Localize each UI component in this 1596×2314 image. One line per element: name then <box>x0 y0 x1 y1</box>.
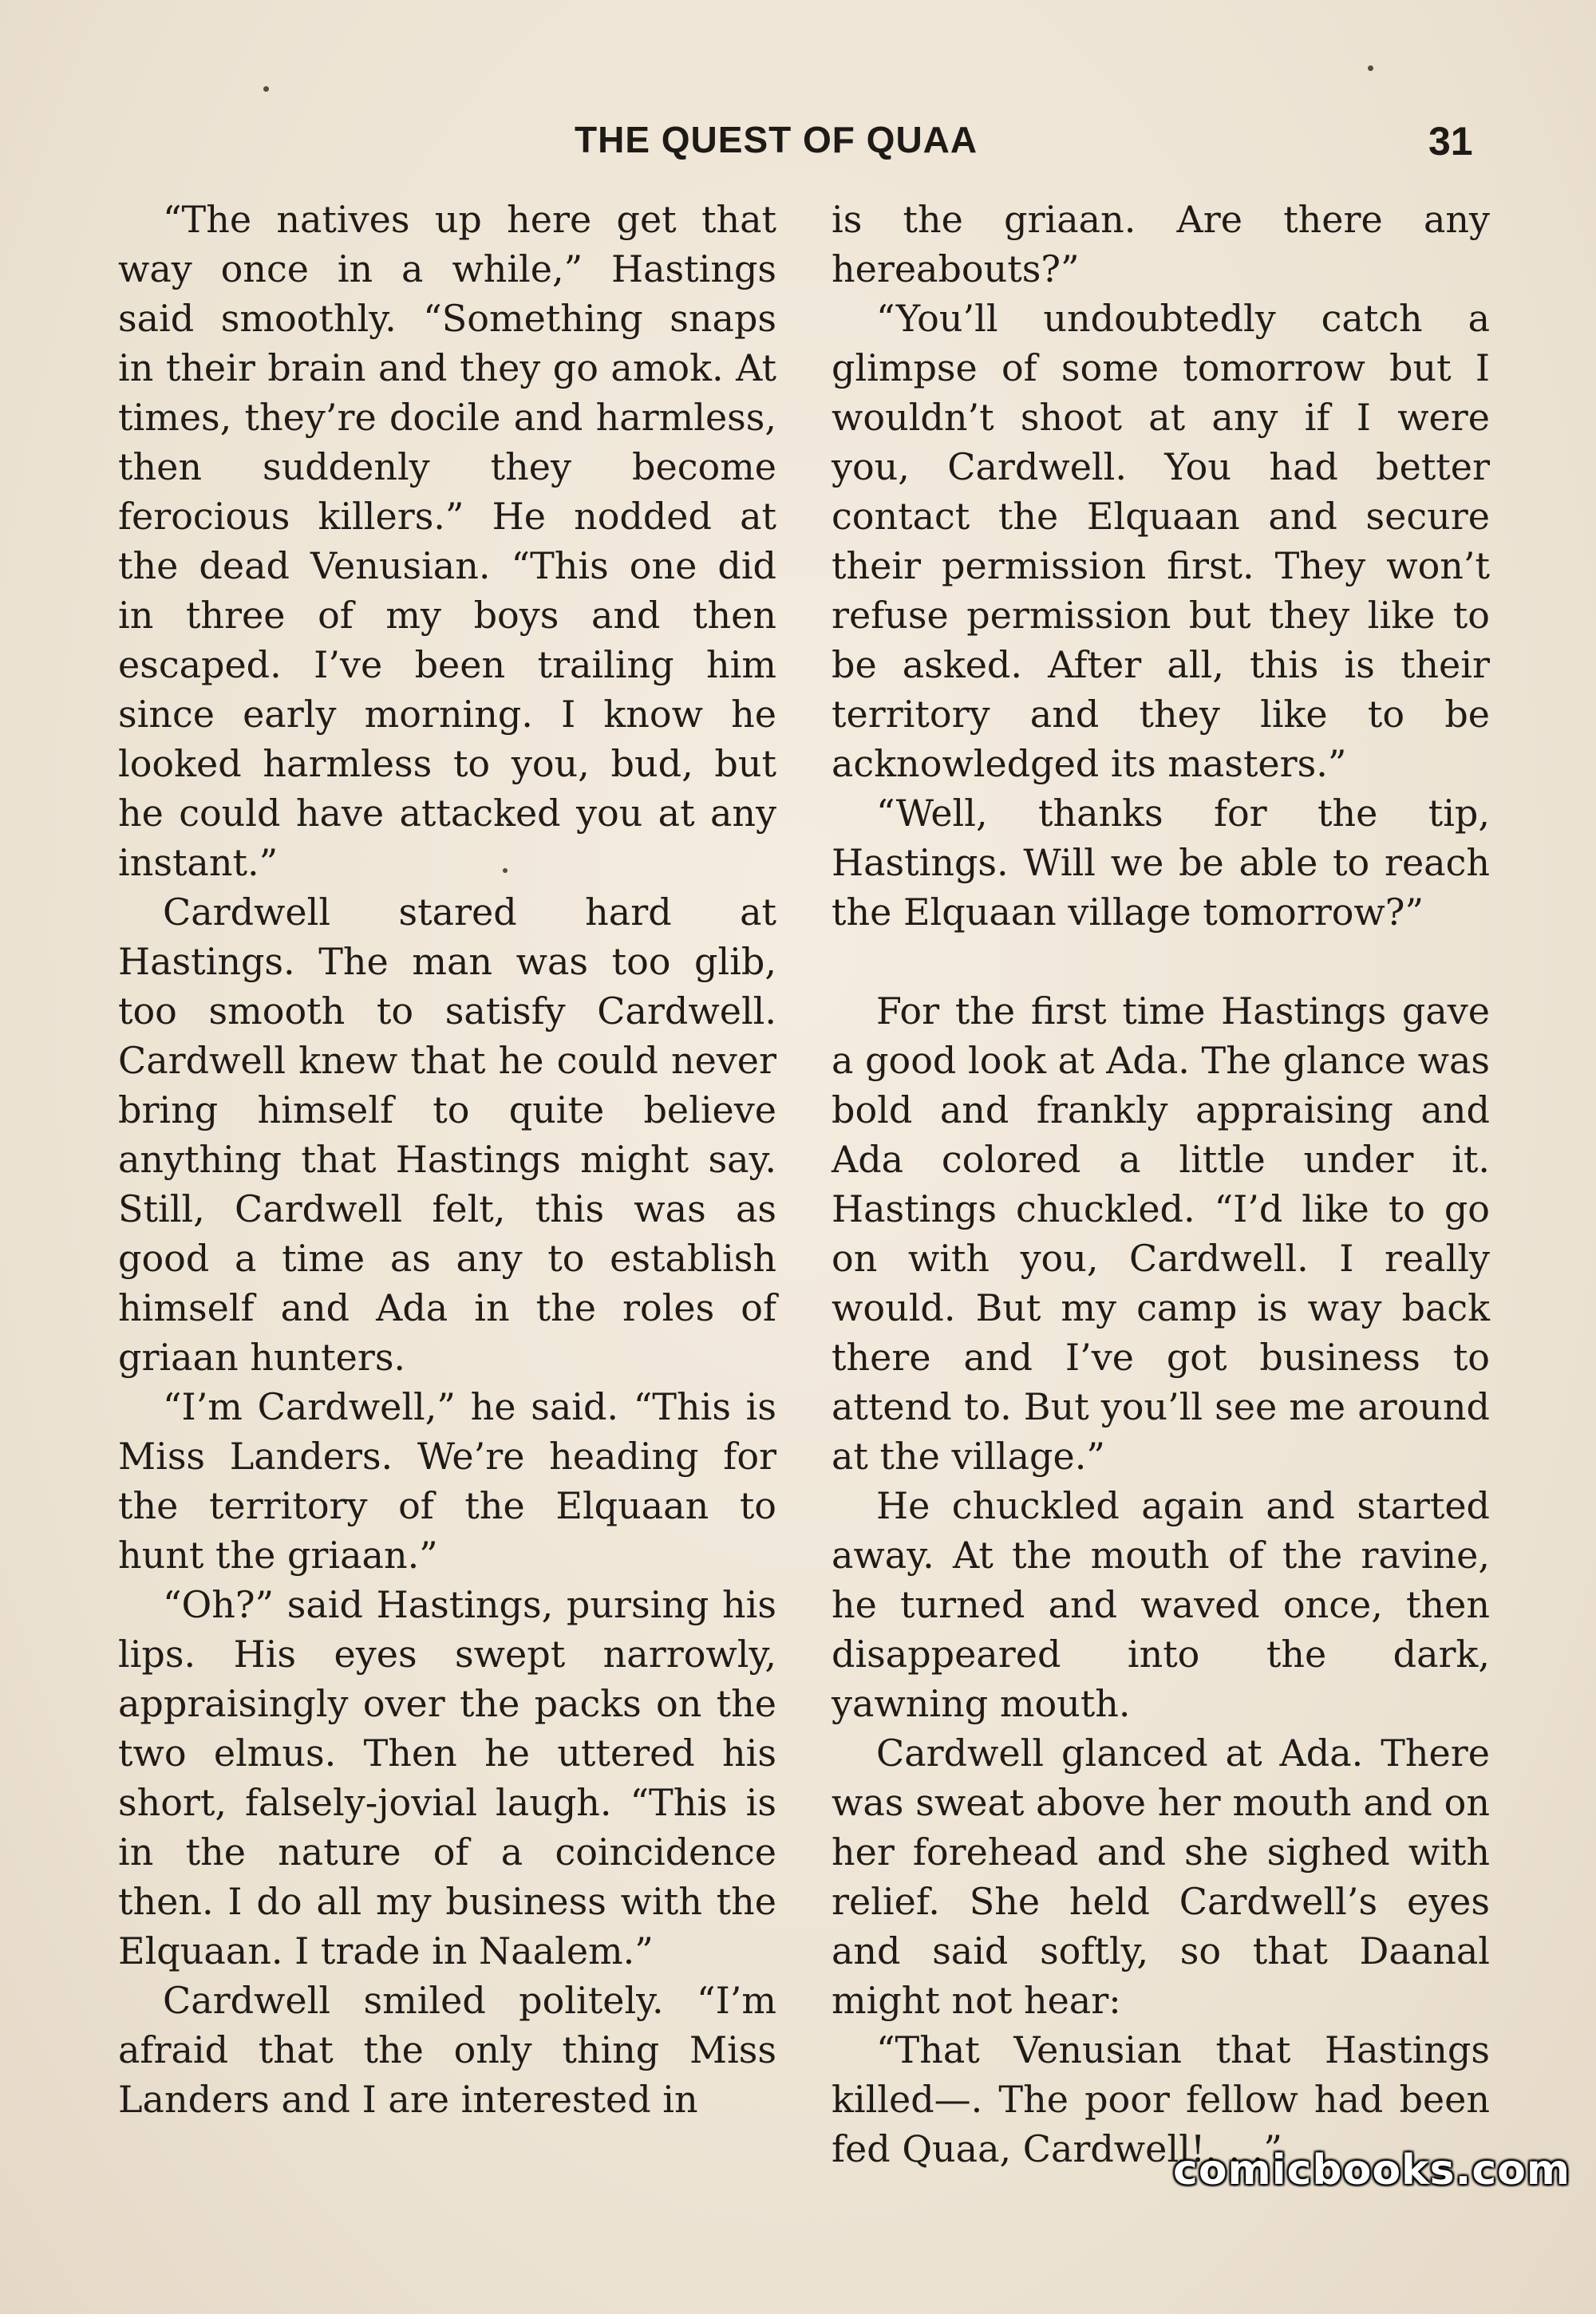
paragraph: Cardwell stared hard at Hastings. The man was too glib, too smooth to satisfy Cardwell. Cardwell knew that he could never bring himself to quite believe anything that Hastings might say. Still, Cardwell felt, this was as good a time as any to establish himself and Ada in the roles of griaan hunters. <box>118 890 776 1379</box>
paragraph: “The natives up here get that way once in a while,” Hastings said smoothly. “Something snaps in their brain and they go amok. At times, they’re docile and harmless, then suddenly they become ferocious killers.” He nodded at the dead Venusian. “This one did in three of my boys and then escaped. I’ve been trailing him since early morning. I know he looked harmless to you, bud, but he could have attacked you at any instant.” <box>118 198 776 884</box>
ink-speck <box>1368 65 1373 71</box>
header-title: THE QUEST OF QUAA <box>575 119 978 160</box>
page-number: 31 <box>1428 119 1473 164</box>
paragraph: Cardwell glanced at Ada. There was sweat above her mouth and on her forehead and she sighed with relief. She held Cardwell’s eyes and said softly, so that Daanal might not hear: <box>832 1732 1490 2022</box>
paragraph: “That Venusian that Hastings killed—. The poor fellow had been fed Quaa, Cardwell!. . .” <box>832 2028 1490 2170</box>
watermark-logo: comicbooks.com <box>1173 2146 1571 2194</box>
paragraph: “You’ll undoubtedly catch a glimpse of some tomorrow but I wouldn’t shoot at any if I were you, Cardwell. You had better contact the Elquaan and secure their permission first. They won’t refuse permission but they like to be asked. After all, this is their territory and they like to be acknowledged its masters.” <box>832 297 1490 785</box>
paragraph: For the first time Hastings gave a good look at Ada. The glance was bold and frankly appraising and Ada colored a little under it. Hastings chuckled. “I’d like to go on with you, Cardwell. I really would. But my camp is way back there and I’ve got business to attend to. But you’ll see me around at the village.” <box>832 989 1490 1478</box>
paragraph: He chuckled again and started away. At the mouth of the ravine, he turned and waved once, then disappeared into the dark, yawning mouth. <box>832 1484 1490 1725</box>
paragraph: “I’m Cardwell,” he said. “This is Miss Landers. We’re heading for the territory of the Elquaan to hunt the griaan.” <box>118 1385 776 1577</box>
paragraph-continued: is the griaan. Are there any hereabouts?” <box>832 198 1490 290</box>
running-header <box>0 118 1596 174</box>
paragraph: Cardwell smiled politely. “I’m afraid that the only thing Miss Landers and I are interested in <box>118 1979 776 2121</box>
ink-speck <box>263 86 269 92</box>
left-column <box>118 195 776 2174</box>
paragraph: “Oh?” said Hastings, pursing his lips. His eyes swept narrowly, appraisingly over the packs on the two elmus. Then he uttered his short, falsely-jovial laugh. “This is in the nature of a coincidence then. I do all my business with the Elquaan. I trade in Naalem.” <box>118 1583 776 1972</box>
right-column <box>832 195 1490 2174</box>
paragraph: “Well, thanks for the tip, Hastings. Will we be able to reach the Elquaan village tomorrow?” <box>832 792 1490 934</box>
